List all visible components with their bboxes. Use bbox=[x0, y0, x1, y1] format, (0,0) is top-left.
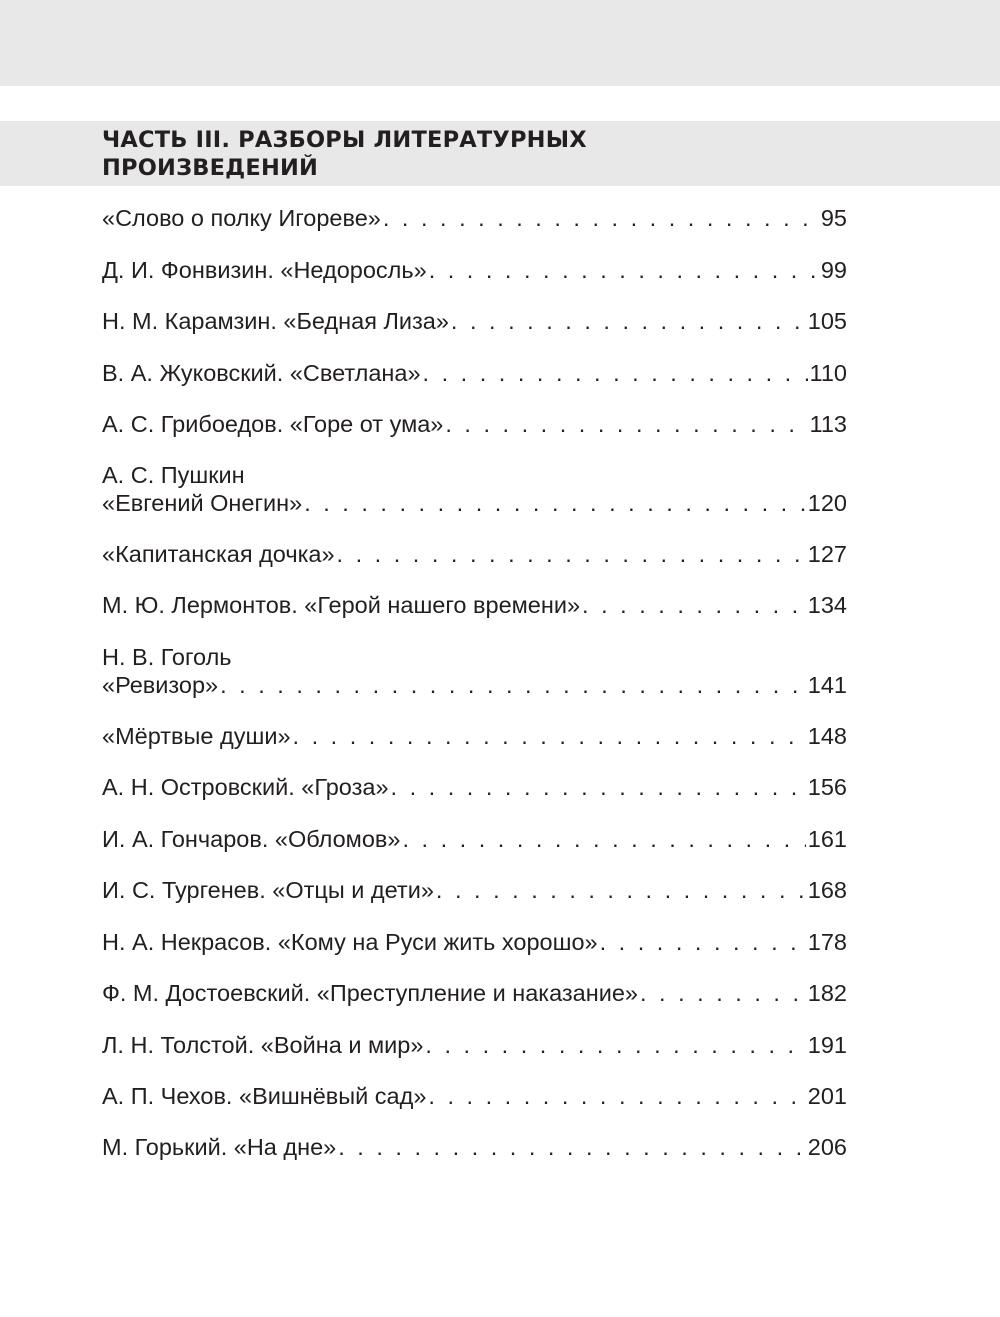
toc-page-number: 120 bbox=[807, 490, 847, 516]
toc-line bbox=[102, 591, 847, 619]
dot-leader bbox=[600, 928, 806, 956]
toc-line bbox=[102, 204, 847, 232]
toc-entry[interactable] bbox=[102, 307, 847, 335]
toc-page-number: 156 bbox=[807, 774, 847, 800]
toc-page-number: 99 bbox=[820, 257, 847, 283]
toc-entry-title: Н. А. Некрасов. «Кому на Руси жить хорошо» bbox=[102, 929, 598, 955]
toc-entry[interactable] bbox=[102, 1031, 847, 1059]
dot-leader bbox=[338, 1133, 806, 1161]
toc-entry[interactable] bbox=[102, 773, 847, 801]
toc-entry-title: Д. И. Фонвизин. «Недоросль» bbox=[102, 257, 427, 283]
toc-line bbox=[102, 410, 847, 438]
toc-entry[interactable] bbox=[102, 256, 847, 284]
toc-entry-author: Н. В. Гоголь bbox=[102, 644, 232, 670]
toc-entry[interactable] bbox=[102, 643, 847, 699]
toc-page-number: 134 bbox=[807, 592, 847, 618]
dot-leader bbox=[640, 979, 806, 1007]
section-heading-line-2: ПРОИЗВЕДЕНИЙ bbox=[102, 155, 319, 181]
dot-leader bbox=[425, 1031, 805, 1059]
toc-entry-title: «Ревизор» bbox=[102, 672, 219, 698]
toc-line bbox=[102, 256, 847, 284]
toc-entry[interactable] bbox=[102, 876, 847, 904]
toc-entry[interactable] bbox=[102, 204, 847, 232]
toc-line bbox=[102, 722, 847, 750]
toc-page-number: 141 bbox=[807, 672, 847, 698]
toc-entry-title: Л. Н. Толстой. «Война и мир» bbox=[102, 1032, 424, 1058]
dot-leader bbox=[429, 256, 819, 284]
toc-line bbox=[102, 825, 847, 853]
toc-entry-author: А. С. Пушкин bbox=[102, 462, 245, 488]
toc-page-number: 148 bbox=[807, 723, 847, 749]
toc-entry-title: И. А. Гончаров. «Обломов» bbox=[102, 826, 401, 852]
section-heading bbox=[102, 126, 862, 182]
toc-page-number: 113 bbox=[809, 411, 847, 437]
toc-line bbox=[102, 1031, 847, 1059]
toc-line bbox=[102, 876, 847, 904]
toc-entry-title: М. Горький. «На дне» bbox=[102, 1134, 337, 1160]
toc-line bbox=[102, 1082, 847, 1110]
toc-entry[interactable] bbox=[102, 461, 847, 517]
toc-entry-title: В. А. Жуковский. «Светлана» bbox=[102, 360, 421, 386]
dot-leader bbox=[383, 204, 819, 232]
toc-page-number: 178 bbox=[807, 929, 847, 955]
toc-page-number: 168 bbox=[807, 877, 847, 903]
toc-entry-title: М. Ю. Лермонтов. «Герой нашего времени» bbox=[102, 592, 581, 618]
toc-entry[interactable] bbox=[102, 591, 847, 619]
toc-page-number: 201 bbox=[807, 1083, 847, 1109]
toc-line bbox=[102, 671, 847, 699]
toc-entry-title: «Евгений Онегин» bbox=[102, 490, 303, 516]
toc-entry[interactable] bbox=[102, 1082, 847, 1110]
toc-line bbox=[102, 489, 847, 517]
dot-leader bbox=[451, 307, 806, 335]
toc-entry-title: И. С. Тургенев. «Отцы и дети» bbox=[102, 877, 434, 903]
toc-entry-title: Н. М. Карамзин. «Бедная Лиза» bbox=[102, 308, 449, 334]
toc-page-number: 105 bbox=[807, 308, 847, 334]
toc-entry-title: «Капитанская дочка» bbox=[102, 541, 335, 567]
toc-page-number: 191 bbox=[807, 1032, 847, 1058]
toc-entry-title: «Мёртвые души» bbox=[102, 723, 291, 749]
toc-entry[interactable] bbox=[102, 359, 847, 387]
toc-page-number: 161 bbox=[807, 826, 847, 852]
toc-entry[interactable] bbox=[102, 1133, 847, 1161]
toc-page-number: 182 bbox=[807, 980, 847, 1006]
toc-entry[interactable] bbox=[102, 540, 847, 568]
dot-leader bbox=[445, 410, 807, 438]
toc-entry[interactable] bbox=[102, 979, 847, 1007]
dot-leader bbox=[391, 773, 806, 801]
toc-line bbox=[102, 979, 847, 1007]
dot-leader bbox=[423, 359, 808, 387]
dot-leader bbox=[304, 489, 806, 517]
toc-page-number: 206 bbox=[807, 1134, 847, 1160]
toc-line bbox=[102, 773, 847, 801]
toc-page-number: 110 bbox=[809, 360, 847, 386]
toc-entry-title: Ф. М. Достоевский. «Преступление и наказание» bbox=[102, 980, 638, 1006]
section-heading-line-1: ЧАСТЬ III. РАЗБОРЫ ЛИТЕРАТУРНЫХ bbox=[102, 127, 587, 153]
toc-entry[interactable] bbox=[102, 722, 847, 750]
toc-page-number: 127 bbox=[807, 541, 847, 567]
toc-entry-title: А. П. Чехов. «Вишнёвый сад» bbox=[102, 1083, 427, 1109]
toc-entry-title: А. Н. Островский. «Гроза» bbox=[102, 774, 389, 800]
dot-leader bbox=[402, 825, 805, 853]
toc-line bbox=[102, 359, 847, 387]
top-band bbox=[0, 0, 1000, 86]
toc-entry[interactable] bbox=[102, 410, 847, 438]
dot-leader bbox=[428, 1082, 805, 1110]
dot-leader bbox=[220, 671, 806, 699]
toc-page-number: 95 bbox=[820, 205, 847, 231]
toc-entry[interactable] bbox=[102, 928, 847, 956]
toc-line bbox=[102, 1133, 847, 1161]
toc-line bbox=[102, 307, 847, 335]
dot-leader bbox=[293, 722, 806, 750]
toc-line bbox=[102, 928, 847, 956]
dot-leader bbox=[436, 876, 806, 904]
dot-leader bbox=[337, 540, 806, 568]
dot-leader bbox=[582, 591, 806, 619]
toc-entry-title: «Слово о полку Игореве» bbox=[102, 205, 381, 231]
toc-entry[interactable] bbox=[102, 825, 847, 853]
toc-entry-title: А. С. Грибоедов. «Горе от ума» bbox=[102, 411, 444, 437]
toc-line bbox=[102, 540, 847, 568]
